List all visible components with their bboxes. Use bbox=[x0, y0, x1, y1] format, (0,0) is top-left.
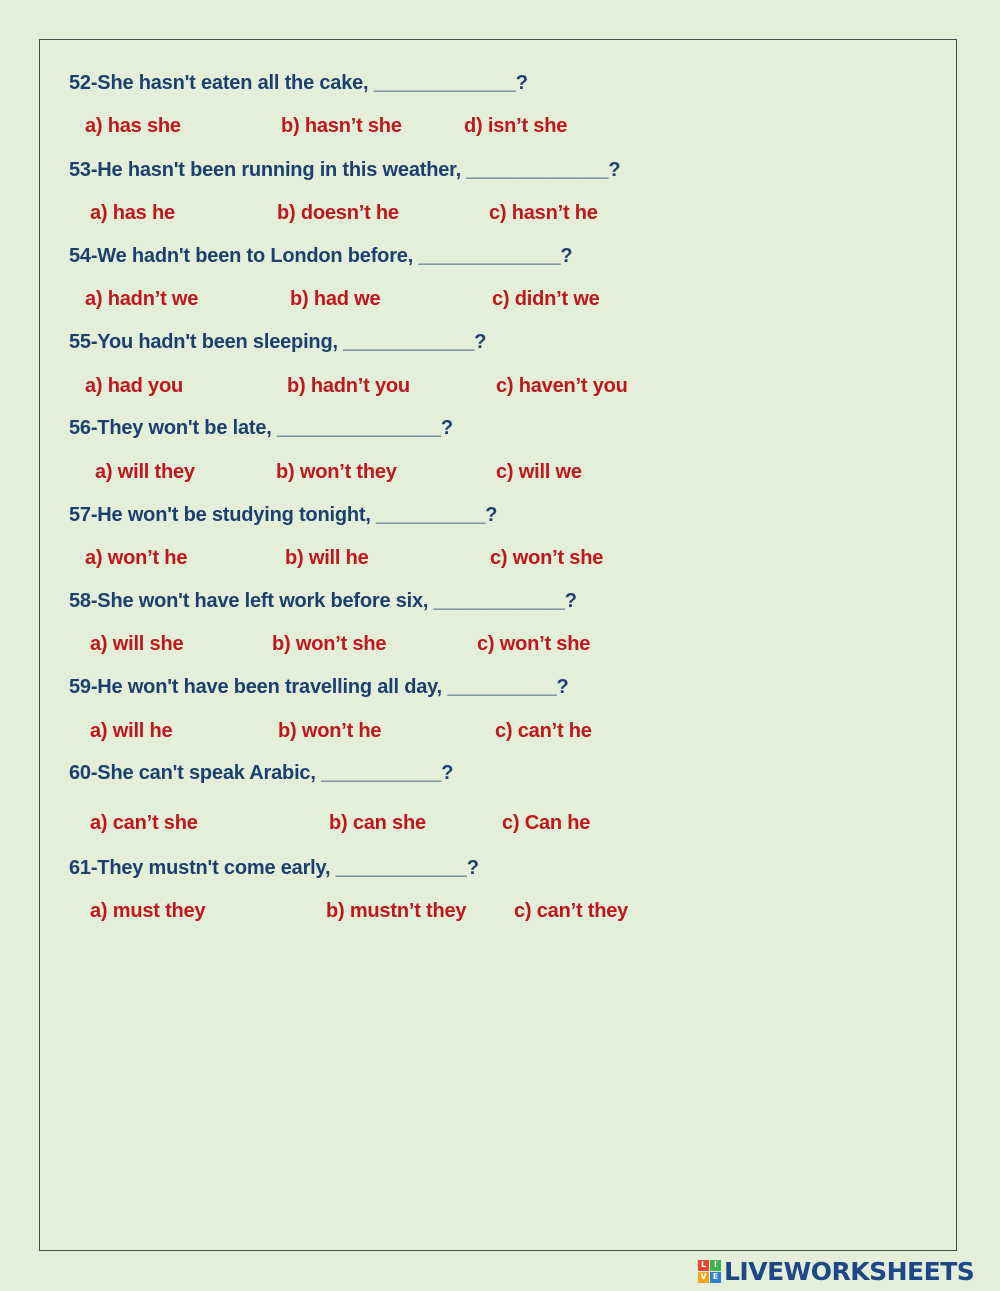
answer-option-a[interactable]: a) will he bbox=[90, 720, 173, 742]
liveworksheets-logo-icon bbox=[698, 1260, 721, 1283]
logo-mark-letter: L bbox=[698, 1260, 709, 1271]
question-block-55 bbox=[0, 331, 1000, 411]
answer-option-c[interactable]: c) can’t they bbox=[514, 900, 629, 922]
question-text: 58-She won't have left work before six, ____________? bbox=[69, 590, 577, 612]
answer-option-c[interactable]: c) didn’t we bbox=[492, 288, 600, 310]
answer-option-c[interactable]: c) won’t she bbox=[477, 633, 591, 655]
question-block-54 bbox=[0, 245, 1000, 325]
answer-option-a[interactable]: a) must they bbox=[90, 900, 206, 922]
answer-option-a[interactable]: a) has she bbox=[85, 115, 181, 137]
answer-option-c[interactable]: c) hasn’t he bbox=[489, 202, 598, 224]
question-text: 61-They mustn't come early, ____________? bbox=[69, 857, 479, 879]
answer-option-a[interactable]: a) will she bbox=[90, 633, 184, 655]
question-text: 55-You hadn't been sleeping, ____________? bbox=[69, 331, 487, 353]
answer-option-b[interactable]: b) hasn’t she bbox=[281, 115, 402, 137]
question-block-53 bbox=[0, 159, 1000, 239]
answer-option-c[interactable]: c) haven’t you bbox=[496, 375, 628, 397]
liveworksheets-logo[interactable] bbox=[698, 1256, 974, 1286]
question-text: 54-We hadn't been to London before, _____________? bbox=[69, 245, 573, 267]
answer-option-a[interactable]: a) hadn’t we bbox=[85, 288, 199, 310]
answer-option-b[interactable]: b) hadn’t you bbox=[287, 375, 410, 397]
question-text: 59-He won't have been travelling all day, __________? bbox=[69, 676, 569, 698]
answer-option-c[interactable]: c) can’t he bbox=[495, 720, 592, 742]
question-text: 52-She hasn't eaten all the cake, _____________? bbox=[69, 72, 528, 94]
answer-option-c[interactable]: c) won’t she bbox=[490, 547, 604, 569]
question-text: 57-He won't be studying tonight, __________? bbox=[69, 504, 498, 526]
question-block-52 bbox=[0, 72, 1000, 152]
logo-mark-letter: V bbox=[698, 1272, 709, 1283]
question-block-59 bbox=[0, 676, 1000, 756]
answer-option-b[interactable]: b) won’t they bbox=[276, 461, 397, 483]
question-text: 56-They won't be late, _______________? bbox=[69, 417, 453, 439]
question-text: 53-He hasn't been running in this weather, _____________? bbox=[69, 159, 621, 181]
answer-option-b[interactable]: b) will he bbox=[285, 547, 369, 569]
logo-mark-letter: E bbox=[710, 1272, 721, 1283]
answer-option-a[interactable]: a) had you bbox=[85, 375, 184, 397]
answer-option-a[interactable]: a) won’t he bbox=[85, 547, 188, 569]
answer-option-b[interactable]: b) mustn’t they bbox=[326, 900, 467, 922]
answer-option-c[interactable]: c) Can he bbox=[502, 812, 591, 834]
answer-option-a[interactable]: a) will they bbox=[95, 461, 195, 483]
logo-text: LIVEWORKSHEETS bbox=[724, 1256, 975, 1286]
answer-option-d[interactable]: d) isn’t she bbox=[464, 115, 568, 137]
answer-option-b[interactable]: b) had we bbox=[290, 288, 381, 310]
answer-option-b[interactable]: b) won’t he bbox=[278, 720, 382, 742]
answer-option-a[interactable]: a) can’t she bbox=[90, 812, 198, 834]
question-block-58 bbox=[0, 590, 1000, 670]
question-block-56 bbox=[0, 417, 1000, 497]
answer-option-c[interactable]: c) will we bbox=[496, 461, 582, 483]
answer-option-a[interactable]: a) has he bbox=[90, 202, 175, 224]
answer-option-b[interactable]: b) doesn’t he bbox=[277, 202, 399, 224]
question-text: 60-She can't speak Arabic, ___________? bbox=[69, 762, 454, 784]
logo-mark-letter: I bbox=[710, 1260, 721, 1271]
question-block-60 bbox=[0, 762, 1000, 842]
answer-option-b[interactable]: b) can she bbox=[329, 812, 426, 834]
question-block-57 bbox=[0, 504, 1000, 584]
question-block-61 bbox=[0, 857, 1000, 937]
answer-option-b[interactable]: b) won’t she bbox=[272, 633, 387, 655]
